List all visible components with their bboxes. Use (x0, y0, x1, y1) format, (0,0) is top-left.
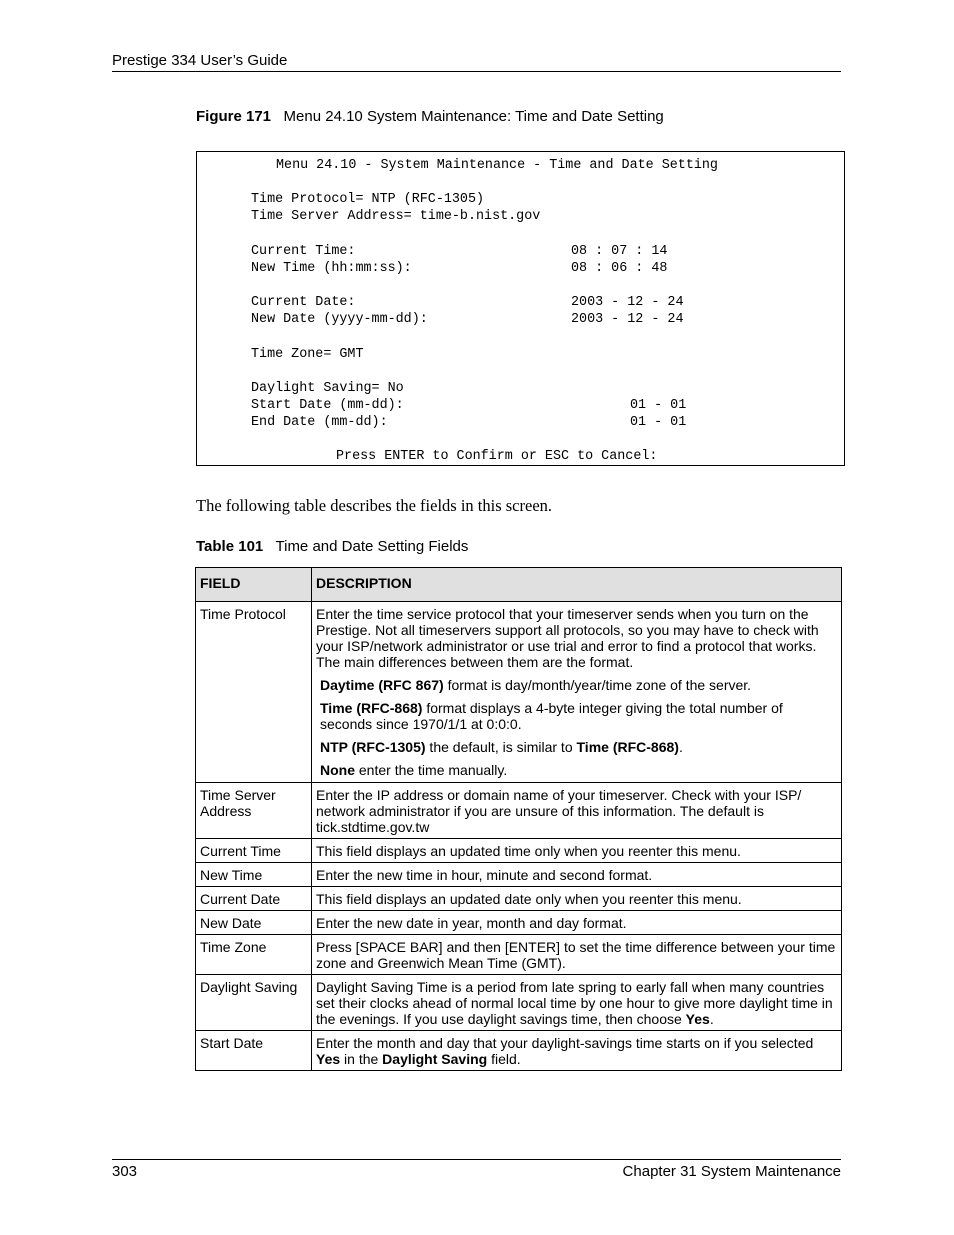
field-cell: Current Time (196, 839, 312, 863)
table-row (196, 1031, 842, 1071)
confirm-prompt: Press ENTER to Confirm or ESC to Cancel: (336, 449, 658, 464)
option-none (316, 762, 837, 778)
option-text: format is day/month/year/time zone of the server. (443, 677, 752, 693)
table-row (196, 935, 842, 975)
table-row (196, 839, 842, 863)
chapter-title: Chapter 31 System Maintenance (622, 1163, 841, 1180)
description-bold: Yes (685, 1011, 710, 1027)
time-server-line: Time Server Address= time-b.nist.gov (251, 209, 541, 224)
menu-title: Menu 24.10 - System Maintenance - Time and Date Setting (276, 158, 718, 173)
new-date-label: New Date (yyyy-mm-dd): (251, 312, 428, 327)
option-text: enter the time manually. (355, 762, 508, 778)
table-label: Table 101 (196, 538, 264, 555)
figure-caption (196, 107, 664, 126)
time-protocol-line: Time Protocol= NTP (RFC-1305) (251, 192, 485, 207)
current-time-label: Current Time: (251, 244, 356, 259)
description-text: . (709, 1011, 714, 1027)
option-text: . (678, 739, 683, 755)
description-cell (312, 602, 842, 783)
field-cell: Start Date (196, 1031, 312, 1071)
field-cell: Time Server Address (196, 783, 312, 839)
table-row (196, 783, 842, 839)
table-row (196, 602, 842, 783)
option-name: NTP (RFC-1305) (320, 739, 426, 755)
option-name: Daytime (RFC 867) (320, 677, 444, 693)
start-date-label: Start Date (mm-dd): (251, 398, 404, 413)
description-cell: Press [SPACE BAR] and then [ENTER] to set the time difference between your time zone and Greenwich Mean Time (GMT). (312, 935, 842, 975)
current-date-label: Current Date: (251, 295, 356, 310)
option-daytime (316, 677, 837, 693)
table-row (196, 863, 842, 887)
option-name: None (320, 762, 355, 778)
end-date-label: End Date (mm-dd): (251, 415, 388, 430)
description-cell: Enter the IP address or domain name of your timeserver. Check with your ISP/ network administrator if you are unsure of this information. The default is tick.stdtime.gov.tw (312, 783, 842, 839)
field-cell: Daylight Saving (196, 975, 312, 1031)
running-header (112, 51, 841, 72)
table-row (196, 887, 842, 911)
terminal-screen (196, 151, 845, 466)
table-title: Time and Date Setting Fields (275, 538, 469, 555)
new-time-label: New Time (hh:mm:ss): (251, 261, 412, 276)
description-cell (312, 975, 842, 1031)
option-name: Time (RFC-868) (320, 700, 423, 716)
description-text: Enter the time service protocol that your timeserver sends when you turn on the Prestige. Not all timeservers support all protocols, so you may have to check with your ISP/network administrator or use trial and error to find a protocol that works. The main differences between them are the format. (316, 606, 819, 670)
field-cell: Time Protocol (196, 602, 312, 783)
time-zone-line: Time Zone= GMT (251, 347, 364, 362)
current-time-value: 08 : 07 : 14 (571, 244, 668, 259)
option-time (316, 700, 837, 732)
option-text: format displays a 4-byte integer giving the total number of seconds since 1970/1/1 at 0:0:0. (320, 700, 783, 732)
description-bold: Yes (316, 1051, 341, 1067)
figure-label: Figure 171 (196, 108, 272, 125)
table-caption (196, 537, 468, 556)
field-cell: Time Zone (196, 935, 312, 975)
start-date-value: 01 - 01 (630, 398, 687, 413)
table-row (196, 911, 842, 935)
description-cell (312, 1031, 842, 1071)
description-text: Daylight Saving Time is a period from late spring to early fall when many countries set their clocks ahead of normal local time by one hour to give more daylight time in the evenings. If you use daylight savings time, then choose (316, 979, 833, 1027)
intro-paragraph: The following table describes the fields in this screen. (196, 496, 553, 515)
description-text: in the (340, 1051, 383, 1067)
fields-table (195, 567, 842, 1071)
field-column-header: FIELD (196, 568, 312, 602)
current-date-value: 2003 - 12 - 24 (571, 295, 684, 310)
figure-title: Menu 24.10 System Maintenance: Time and Date Setting (283, 108, 664, 125)
description-cell: Enter the new time in hour, minute and second format. (312, 863, 842, 887)
description-column-header: DESCRIPTION (312, 568, 842, 602)
running-footer (112, 1159, 841, 1181)
field-cell: New Time (196, 863, 312, 887)
description-cell: This field displays an updated date only when you reenter this menu. (312, 887, 842, 911)
option-name: Time (RFC-868) (576, 739, 679, 755)
table-header-row (196, 568, 842, 602)
field-cell: New Date (196, 911, 312, 935)
table-row (196, 975, 842, 1031)
daylight-saving-line: Daylight Saving= No (251, 381, 404, 396)
description-bold: Daylight Saving (382, 1051, 488, 1067)
description-cell: This field displays an updated time only when you reenter this menu. (312, 839, 842, 863)
new-date-value: 2003 - 12 - 24 (571, 312, 684, 327)
description-text: Enter the month and day that your daylight-savings time starts on if you selected (316, 1035, 814, 1051)
end-date-value: 01 - 01 (630, 415, 687, 430)
option-text: the default, is similar to (425, 739, 577, 755)
field-cell: Current Date (196, 887, 312, 911)
option-ntp (316, 739, 837, 755)
description-cell: Enter the new date in year, month and day format. (312, 911, 842, 935)
header-title: Prestige 334 User’s Guide (112, 52, 288, 69)
page-number: 303 (112, 1163, 138, 1180)
new-time-value: 08 : 06 : 48 (571, 261, 668, 276)
description-text: field. (487, 1051, 521, 1067)
